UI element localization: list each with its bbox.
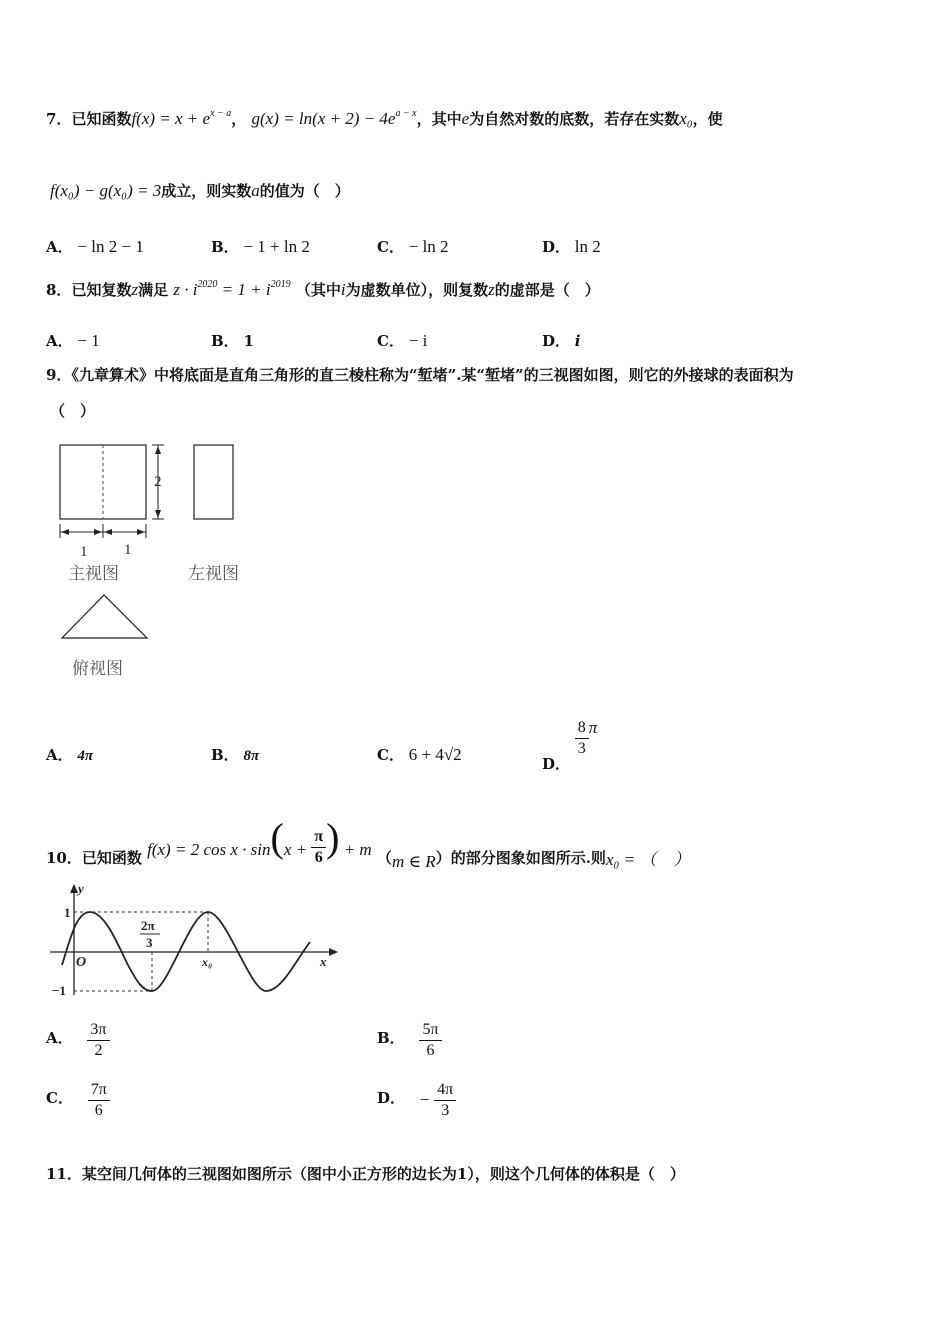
q8-eq-left: z · i: [173, 280, 198, 299]
dim-height-label: 2: [154, 474, 162, 490]
q8-text1: 已知复数: [71, 281, 132, 299]
y-axis-arrow: [70, 884, 78, 893]
q10-a-frac: $\frac{3\pi}{2}$: [87, 1020, 109, 1061]
q7-tail1: 成立，则实数: [161, 182, 252, 200]
label-top-view: 俯视图: [72, 659, 123, 679]
q9-d-fraction: $\frac{8}{3}$: [575, 718, 589, 759]
q8-text2: 满足: [138, 281, 169, 299]
q9-three-view-figure: [50, 436, 280, 686]
q11-number: 11．: [46, 1165, 82, 1183]
q9-line1: [46, 364, 794, 385]
q10-d-frac: $\frac{4\pi}{3}$: [434, 1080, 456, 1121]
q9-number: 9．: [46, 366, 72, 384]
q10-c-frac: $\frac{7\pi}{6}$: [88, 1080, 110, 1121]
tick-num: 2π: [141, 918, 155, 933]
q7-option-b[interactable]: B． − 1 + ln 2: [211, 237, 310, 256]
q7-f-exp: x − a: [210, 108, 232, 119]
label-front-view: 主视图: [68, 564, 119, 584]
q8-z: z: [131, 280, 139, 299]
q8-number: 8．: [46, 281, 72, 299]
q8-i: i: [340, 280, 346, 299]
top-view-triangle: [62, 595, 147, 638]
height-arrow-up: [155, 446, 161, 454]
q9-option-c[interactable]: C． 6 + 4√2: [377, 745, 462, 764]
q7-e-var: e: [461, 109, 470, 128]
x0-label: x₀: [202, 955, 213, 969]
q9-option-b[interactable]: B． 8π: [211, 746, 260, 764]
q7-option-c[interactable]: C． − ln 2: [377, 237, 449, 256]
q7-a-var: a: [251, 181, 260, 200]
q9-option-d[interactable]: D． $\frac{8}{3}$ π: [542, 717, 598, 773]
q11-line: [46, 1163, 685, 1184]
y-label: y: [78, 881, 84, 896]
q10-pi-over-6: $\frac{\pi}{6}$: [311, 827, 326, 868]
q10-f-right: + m: [339, 840, 372, 859]
q8-text4: 为虚数单位），则复数: [345, 281, 489, 299]
q8-exp2: 2019: [270, 279, 291, 290]
q7-number: 7．: [46, 110, 72, 128]
q10-cond: m ∈ R: [391, 852, 436, 871]
label-side-view: 左视图: [188, 564, 239, 584]
q8-eq-mid: = 1 + i: [217, 280, 271, 299]
q7-option-d[interactable]: D． ln 2: [542, 237, 601, 256]
q10-sine-graph: [44, 880, 344, 1000]
q7-tail2: 的值为（ ）: [259, 182, 350, 200]
q7-cond2: 为自然对数的底数，若存在实数: [469, 110, 680, 128]
tick-den: 3: [146, 935, 153, 950]
q7-g-def: g(x) = ln(x + 2) − 4e: [251, 109, 396, 128]
q10-f-left: f(x) = 2 cos x · sin: [147, 840, 271, 859]
side-view-rect: [194, 445, 233, 519]
origin-label: O: [76, 955, 87, 970]
q7-f-def: f(x) = x + e: [131, 109, 211, 128]
q8-z2: z: [488, 280, 495, 299]
x-label: x: [320, 954, 327, 969]
q7-intro: 已知函数: [71, 110, 132, 128]
q10-text1: 已知函数: [81, 849, 142, 867]
q8-text3: （其中: [295, 281, 341, 299]
q8-option-c[interactable]: C． − i: [377, 331, 428, 350]
q10-ask: x₀ = （ ）: [605, 850, 691, 869]
q10-option-b[interactable]: B． $\frac{5\pi}{6}$: [377, 1020, 442, 1061]
q10-option-d[interactable]: D． − $\frac{4\pi}{3}$: [377, 1080, 456, 1121]
q10-line: 10．已知函数 f(x) = 2 cos x · sin(x + $\frac{\pi}{6}$ ) + m （m ∈ R）的部分图象如图所示.则x₀ = （ ）: [46, 815, 691, 871]
height-arrow-down: [155, 510, 161, 518]
q7-line1: [46, 108, 723, 129]
dim-right-label: 1: [124, 542, 132, 558]
q10-b-frac: $\frac{5\pi}{6}$: [419, 1020, 441, 1061]
q9-text: 《九章算术》中将底面是直角三角形的直三棱柱称为“堑堵”.某“堑堵”的三视图如图，则它的外接球的表面积为: [71, 366, 794, 384]
q7-cond1: ，其中: [416, 110, 462, 128]
q7-sep: ，: [231, 110, 247, 128]
q7-option-a[interactable]: A． − ln 2 − 1: [46, 237, 144, 256]
q9-line2: [50, 400, 95, 421]
q9-text-cont: （ ）: [50, 402, 96, 420]
q8-option-b[interactable]: B． 1: [211, 332, 254, 350]
q11-text: 某空间几何体的三视图如图所示（图中小正方形的边长为1），则这个几何体的体积是（ ）: [81, 1165, 685, 1183]
y-top-label: 1: [64, 905, 71, 920]
q7-x0: x₀: [679, 109, 693, 128]
q7-line2: [50, 180, 350, 201]
q9-option-a[interactable]: A． 4π: [46, 746, 94, 764]
dim-left-label: 1: [80, 544, 88, 560]
q10-arg: x +: [283, 840, 312, 859]
y-bot-label: −1: [52, 983, 66, 998]
q7-cond3: ，使: [692, 110, 723, 128]
q8-option-a[interactable]: A． − 1: [46, 331, 100, 350]
q7-g-exp: a − x: [395, 108, 417, 119]
q10-number: 10．: [46, 849, 82, 867]
q8-exp1: 2020: [197, 279, 218, 290]
q10-text2: 的部分图象如图所示.则: [450, 849, 606, 867]
q10-option-a[interactable]: A． $\frac{3\pi}{2}$: [46, 1020, 110, 1061]
q7-eq: f(x₀) − g(x₀) = 3: [50, 181, 162, 200]
q8-text5: 的虚部是（ ）: [494, 281, 600, 299]
x-axis-arrow: [329, 948, 338, 956]
q8-option-d[interactable]: D． i: [542, 332, 581, 350]
q8-line: [46, 279, 600, 300]
q10-option-c[interactable]: C． $\frac{7\pi}{6}$: [46, 1080, 110, 1121]
